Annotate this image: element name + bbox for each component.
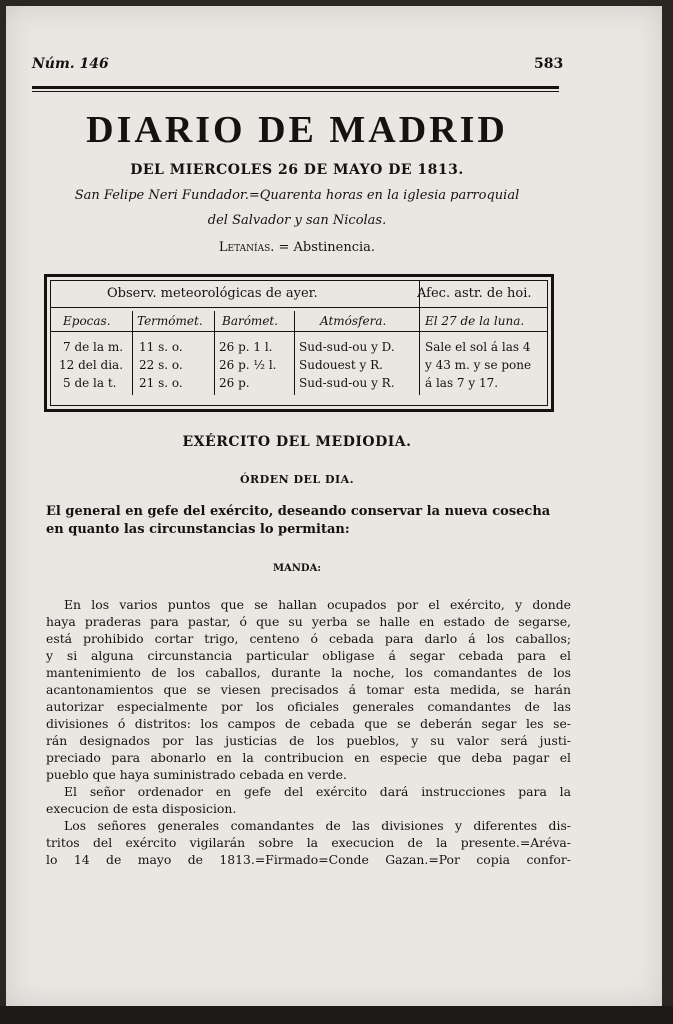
body-line: execucion de esta disposicion. bbox=[46, 801, 237, 816]
cell-epoca: 12 del dia. bbox=[59, 358, 124, 372]
cell-termometro: 21 s. o. bbox=[139, 376, 183, 390]
col-header-luna: El 27 de la luna. bbox=[425, 314, 525, 328]
body-line: divisiones ó distritos: los campos de cebada que se deberán segar les se- bbox=[46, 716, 571, 731]
cell-luna: á las 7 y 17. bbox=[425, 376, 499, 390]
col-header-barometro: Barómet. bbox=[222, 314, 279, 328]
column-divider bbox=[294, 311, 295, 395]
weather-table bbox=[44, 274, 554, 412]
cell-luna: y 43 m. y se pone bbox=[425, 358, 532, 372]
body-line: acantonamientos que se viesen precisados á tomar esta medida, se harán bbox=[46, 682, 571, 697]
cell-barometro: 26 p. 1 l. bbox=[219, 340, 273, 354]
saints-line-2: del Salvador y san Nicolas. bbox=[207, 213, 387, 228]
letanias-rest: = Abstinencia. bbox=[274, 240, 376, 255]
col-header-termometro: Termómet. bbox=[137, 314, 203, 328]
cell-luna: Sale el sol á las 4 bbox=[425, 340, 531, 354]
cell-barometro: 26 p. ½ l. bbox=[219, 358, 277, 372]
body-line: mantenimiento de los caballos, durante la noche, los comandantes de los bbox=[46, 665, 571, 680]
cell-atmosfera: Sud-sud-ou y D. bbox=[299, 340, 395, 354]
letanias-line bbox=[30, 240, 564, 255]
saints-line-1: San Felipe Neri Fundador.=Quarenta horas en la iglesia parroquial bbox=[74, 188, 520, 203]
body-line: y si alguna circunstancia particular obligase á segar cebada para el bbox=[46, 648, 571, 663]
column-divider bbox=[419, 281, 420, 395]
col-header-atmosfera: Atmósfera. bbox=[320, 314, 387, 328]
intro-line: en quanto las circunstancias lo permitan: bbox=[46, 522, 350, 537]
body-line: El señor ordenador en gefe del exército dará instrucciones para la bbox=[64, 784, 571, 799]
column-divider bbox=[214, 311, 215, 395]
table-divider-top bbox=[51, 307, 547, 308]
cell-epoca: 5 de la t. bbox=[63, 376, 117, 390]
date-line: DEL MIERCOLES 26 DE MAYO DE 1813. bbox=[130, 162, 464, 178]
body-line: está prohibido cortar trigo, centeno ó cebada para darlo á los caballos; bbox=[46, 631, 571, 646]
letanias-label: Letanías. bbox=[218, 240, 275, 255]
page-number: 583 bbox=[534, 56, 564, 72]
article-body bbox=[46, 596, 571, 868]
cell-barometro: 26 p. bbox=[219, 376, 250, 390]
body-line: tritos del exército vigilarán sobre la execucion de la presente.=Aréva- bbox=[46, 835, 571, 850]
cell-atmosfera: Sudouest y R. bbox=[299, 358, 383, 372]
order-intro bbox=[46, 503, 550, 539]
scan-bottom-edge bbox=[0, 1006, 673, 1024]
col-header-epocas: Epocas. bbox=[63, 314, 111, 328]
weather-title: Observ. meteorológicas de ayer. bbox=[107, 286, 318, 301]
cell-termometro: 11 s. o. bbox=[139, 340, 183, 354]
body-line: Los señores generales comandantes de las divisiones y diferentes dis- bbox=[64, 818, 571, 833]
order-title: ÓRDEN DEL DIA. bbox=[239, 473, 355, 486]
astro-title: Afec. astr. de hoi. bbox=[417, 286, 532, 301]
body-line: rán designados por las justicias de los pueblos, y su valor será justi- bbox=[46, 733, 571, 748]
issue-number: Núm. 146 bbox=[32, 56, 109, 72]
body-line: autorizar especialmente por los oficiales generales comandantes de las bbox=[46, 699, 571, 714]
newspaper-page bbox=[6, 6, 662, 1006]
body-line: lo 14 de mayo de 1813.=Firmado=Conde Gazan.=Por copia confor- bbox=[46, 852, 571, 867]
cell-atmosfera: Sud-sud-ou y R. bbox=[299, 376, 395, 390]
body-line: haya praderas para pastar, ó que su yerba se halle en estado de segarse, bbox=[46, 614, 571, 629]
body-line: pueblo que haya suministrado cebada en verde. bbox=[46, 767, 347, 782]
cell-termometro: 22 s. o. bbox=[139, 358, 183, 372]
column-divider bbox=[132, 311, 133, 395]
header-rule bbox=[32, 86, 559, 92]
intro-line: El general en gefe del exército, deseando conservar la nueva cosecha bbox=[46, 504, 551, 519]
cell-epoca: 7 de la m. bbox=[63, 340, 124, 354]
body-line: En los varios puntos que se hallan ocupados por el exército, y donde bbox=[64, 597, 571, 612]
table-divider-header bbox=[51, 331, 547, 332]
body-line: preciado para abonarlo en la contribucion en especie que deba pagar el bbox=[46, 750, 571, 765]
manda-heading: MANDA: bbox=[272, 563, 322, 574]
section-title: EXÉRCITO DEL MEDIODIA. bbox=[182, 434, 412, 450]
masthead-title: DIARIO DE MADRID bbox=[86, 109, 508, 151]
